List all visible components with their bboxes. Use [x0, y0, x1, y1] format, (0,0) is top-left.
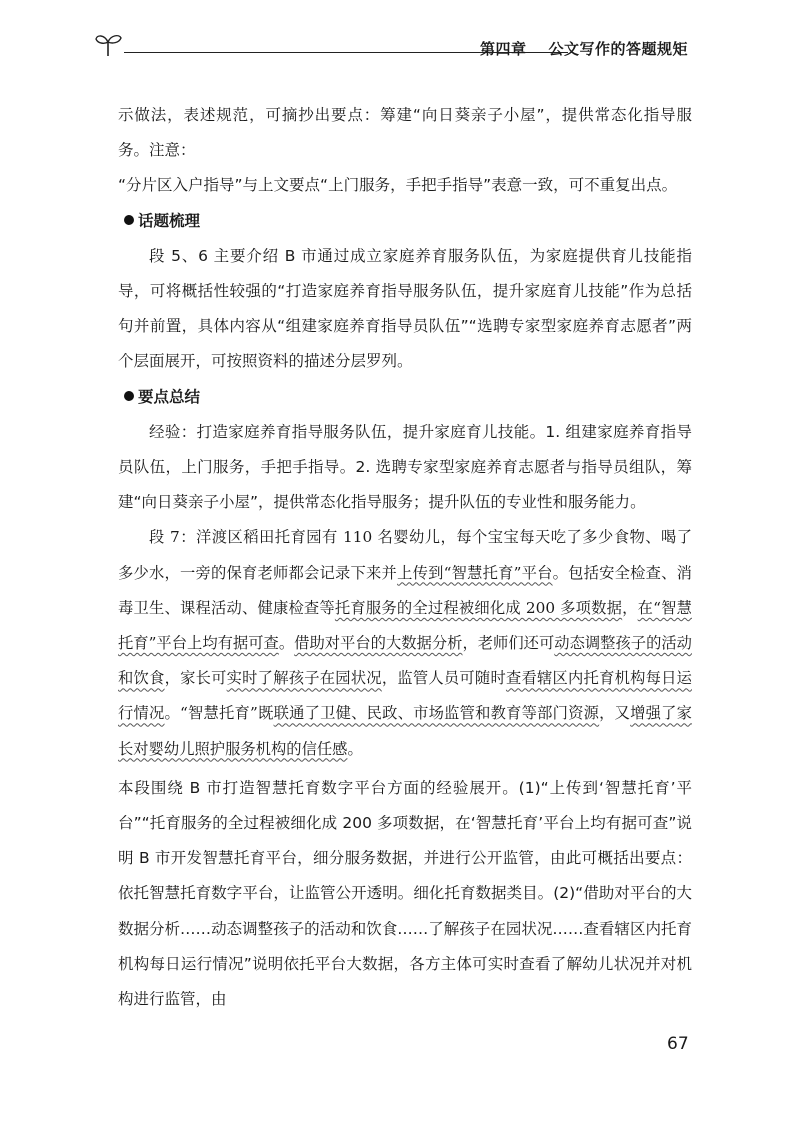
section-heading-label: 要点总结 [138, 387, 201, 406]
bullet-icon [124, 391, 134, 401]
underlined-phrase: 借助对平台的大数据分析 [294, 634, 463, 653]
chapter-title: 公文写作的答题规矩 [548, 40, 689, 58]
paragraph-topic: 段 5、6 主要介绍 B 市通过成立家庭养育服务队伍，为家庭提供育儿技能指导，可将概括性较强的“打造家庭养育指导服务队伍，提升家庭育儿技能”作为总括句并前置，具体内容从“组建家庭养育指导员队伍”“选聘专家型家庭养育志愿者”两个层面展开，可按照资料的描述分层罗列。 [118, 246, 692, 371]
chapter-number: 第四章 [480, 40, 527, 58]
source-text: 。 [278, 634, 295, 653]
source-text: 。“智慧托育”既 [164, 704, 274, 723]
underlined-phrase: 动态调整孩子的活动和饮食 [118, 634, 692, 688]
chapter-heading [480, 38, 688, 59]
underlined-phrase: 联通了卫健、民政、市场监管和教育等部门资源 [273, 704, 600, 723]
underlined-phrase: 托育服务的全过程被细化成 200 多项数据 [334, 598, 623, 617]
running-header [94, 26, 710, 66]
source-text: ，老师们还可 [462, 634, 555, 653]
underlined-phrase: 在“智慧托育”平台上均有据可查 [118, 598, 692, 653]
source-text: 。包括安全检查、消毒卫生、课程活动、健康检查等 [118, 563, 692, 617]
underlined-phrase: 增强了家长对婴幼儿照护服务机构的信任感 [118, 704, 692, 758]
paragraph-continuation: 示做法，表述规范，可摘抄出要点：筹建“向日葵亲子小屋”，提供常态化指导服务。注意： [118, 106, 692, 160]
underlined-phrase: 实时了解孩子在园状况 [226, 669, 382, 688]
section-heading-label: 话题梳理 [138, 211, 201, 230]
underlined-phrase: 查看辖区内托育机构每日运行情况 [118, 669, 692, 723]
source-text: ， [622, 598, 638, 617]
page-number: 67 [667, 1034, 689, 1054]
section-heading-topic [118, 204, 692, 239]
source-text: 。 [347, 739, 363, 758]
source-text: ，监管人员可随时 [381, 669, 506, 688]
paragraph-note: “分片区入户指导”与上文要点“上门服务，手把手指导”表意一致，可不重复出点。 [118, 176, 678, 195]
page-body [118, 98, 692, 1017]
paragraph-summary: 经验：打造家庭养育指导服务队伍，提升家庭育儿技能。1. 组建家庭养育指导员队伍，上门服务，手把手指导。2. 选聘专家型家庭养育志愿者与指导员组队，筹建“向日葵亲子小屋”，提供常态化指导服务；提升队伍的专业性和服务能力。 [118, 422, 692, 512]
sprout-icon [94, 28, 124, 62]
bullet-icon [124, 215, 134, 225]
source-text: ，又 [599, 704, 631, 723]
paragraph-source-material [118, 520, 692, 766]
paragraph-analysis: 本段围绕 B 市打造智慧托育数字平台方面的经验展开。(1)“上传到‘智慧托育’平台”“托育服务的全过程被细化成 200 多项数据，在‘智慧托育’平台上均有据可查”说明 B 市开发智慧托育平台，细分服务数据，并进行公开监管，由此可概括出要点：依托智慧托育数字平台，让监管公开透明。细化托育数据类目。(2)“借助对平台的大数据分析……动态调整孩子的活动和饮食……了解孩子在园状况……查看辖区内托育机构每日运行情况”说明依托平台大数据，各方主体可实时查看了解幼儿状况并对机构进行监管，由 [118, 778, 692, 1009]
source-text: 段 7：洋渡区稻田托育园有 110 名婴幼儿，每个宝宝每天吃了多少食物、喝了多少水，一旁的保育老师都会记录下来并 [118, 528, 692, 582]
section-heading-summary [118, 380, 692, 415]
underlined-phrase: 上传到“智慧托育”平台 [397, 563, 553, 582]
source-text: ，家长可 [164, 669, 227, 688]
